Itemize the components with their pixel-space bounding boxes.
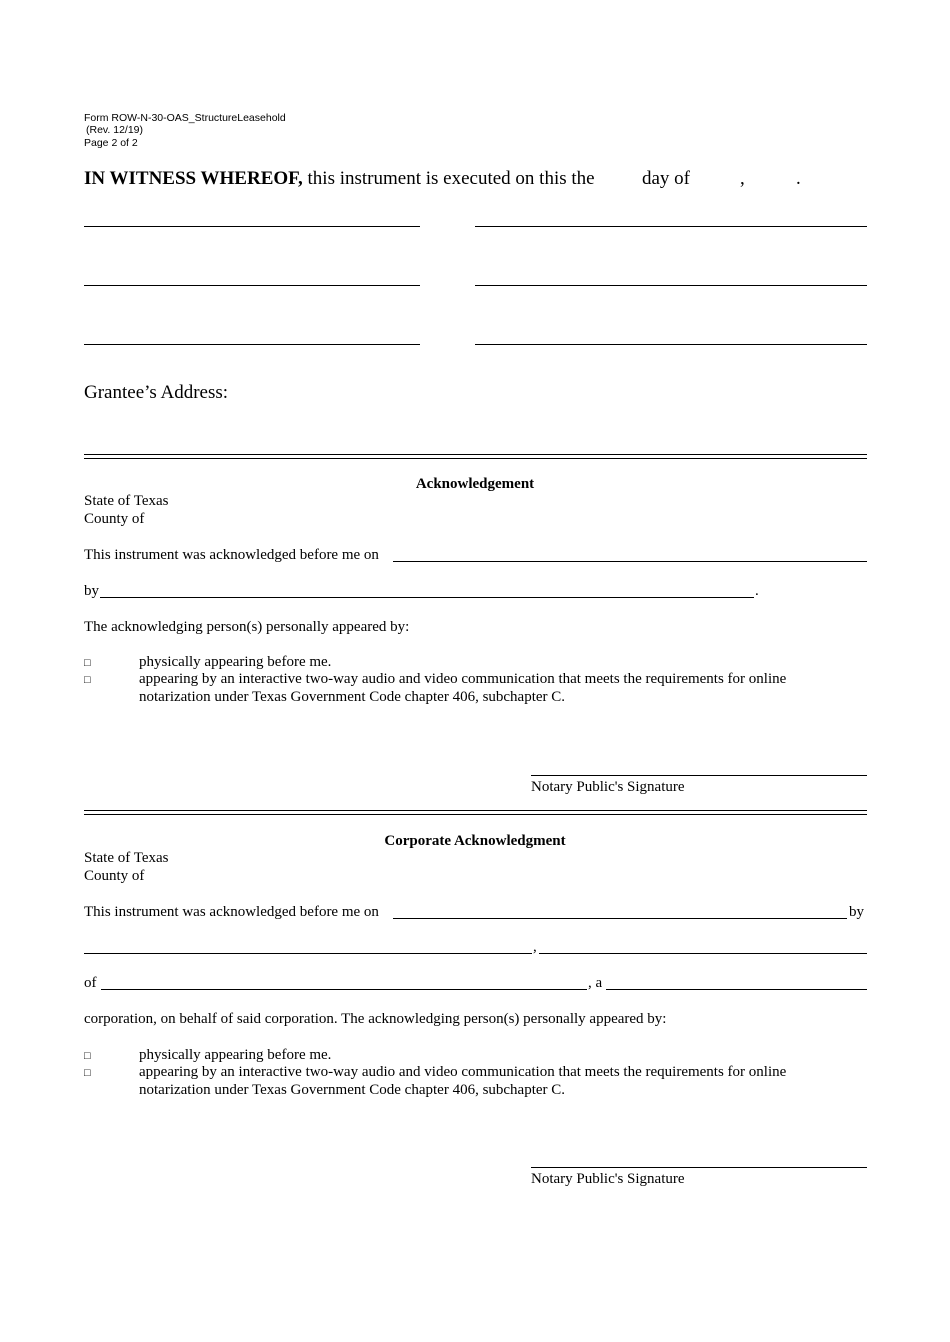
corp-state-line[interactable] — [606, 989, 867, 990]
page-number: Page 2 of 2 — [84, 137, 138, 149]
corp-notary-signature-label: Notary Public's Signature — [531, 1171, 685, 1187]
ack-checkbox-online[interactable]: □ — [84, 674, 91, 686]
acknowledgement-title: Acknowledgement — [415, 476, 535, 492]
witness-day-of: day of — [642, 168, 691, 189]
ack-by: by — [84, 583, 99, 599]
signature-line-left-3[interactable] — [84, 344, 420, 345]
ack-acknowledged-before: This instrument was acknowledged before me on — [84, 547, 379, 563]
signature-line-left-1[interactable] — [84, 226, 420, 227]
corporate-ack-title: Corporate Acknowledgment — [384, 833, 566, 849]
corp-by: by — [849, 904, 864, 920]
section-divider-2 — [84, 810, 867, 815]
ack-option-physical: physically appearing before me. — [139, 654, 332, 670]
corp-notary-signature-line[interactable] — [531, 1167, 867, 1168]
signature-line-left-2[interactable] — [84, 285, 420, 286]
ack-county: County of — [84, 511, 145, 527]
corp-state: State of Texas — [84, 850, 169, 866]
ack-date-line[interactable] — [393, 561, 867, 562]
corp-title-line[interactable] — [539, 953, 867, 954]
corp-option-online-line2: notarization under Texas Government Code chapter 406, subchapter C. — [139, 1082, 566, 1098]
witness-text: this instrument is executed on this the — [307, 168, 595, 189]
form-number: Form ROW-N-30-OAS_StructureLeasehold — [84, 112, 286, 124]
ack-state: State of Texas — [84, 493, 169, 509]
corp-checkbox-physical[interactable]: □ — [84, 1050, 91, 1062]
corp-date-line[interactable] — [393, 918, 847, 919]
corp-acknowledged-before: This instrument was acknowledged before me on — [84, 904, 379, 920]
corp-corporation-text: corporation, on behalf of said corporation. The acknowledging person(s) personally appeared by: — [84, 1011, 667, 1027]
section-divider-1 — [84, 454, 867, 459]
ack-by-period: . — [755, 583, 759, 599]
grantee-address-label: Grantee’s Address: — [84, 382, 229, 403]
corp-of: of — [84, 975, 97, 991]
signature-line-right-3[interactable] — [475, 344, 867, 345]
corp-comma-a: , a — [588, 975, 603, 991]
signature-line-right-2[interactable] — [475, 285, 867, 286]
ack-checkbox-physical[interactable]: □ — [84, 657, 91, 669]
witness-bold-lead: IN WITNESS WHEREOF, — [84, 168, 303, 189]
witness-statement — [84, 168, 595, 190]
ack-appeared-by: The acknowledging person(s) personally appeared by: — [84, 619, 410, 635]
corp-county: County of — [84, 868, 145, 884]
corp-checkbox-online[interactable]: □ — [84, 1067, 91, 1079]
witness-period: . — [796, 168, 801, 189]
corp-name-comma: , — [533, 939, 537, 955]
ack-option-online-line2: notarization under Texas Government Code chapter 406, subchapter C. — [139, 689, 566, 705]
corp-name-line[interactable] — [84, 953, 532, 954]
ack-by-line[interactable] — [100, 597, 754, 598]
ack-notary-signature-label: Notary Public's Signature — [531, 779, 685, 795]
ack-option-online-line1: appearing by an interactive two-way audio and video communication that meets the requirements for online — [139, 671, 787, 687]
witness-comma: , — [740, 168, 745, 189]
corp-option-online-line1: appearing by an interactive two-way audio and video communication that meets the requirements for online — [139, 1064, 787, 1080]
corp-company-line[interactable] — [101, 989, 587, 990]
form-revision: (Rev. 12/19) — [86, 124, 143, 136]
ack-notary-signature-line[interactable] — [531, 775, 867, 776]
signature-line-right-1[interactable] — [475, 226, 867, 227]
corp-option-physical: physically appearing before me. — [139, 1047, 332, 1063]
